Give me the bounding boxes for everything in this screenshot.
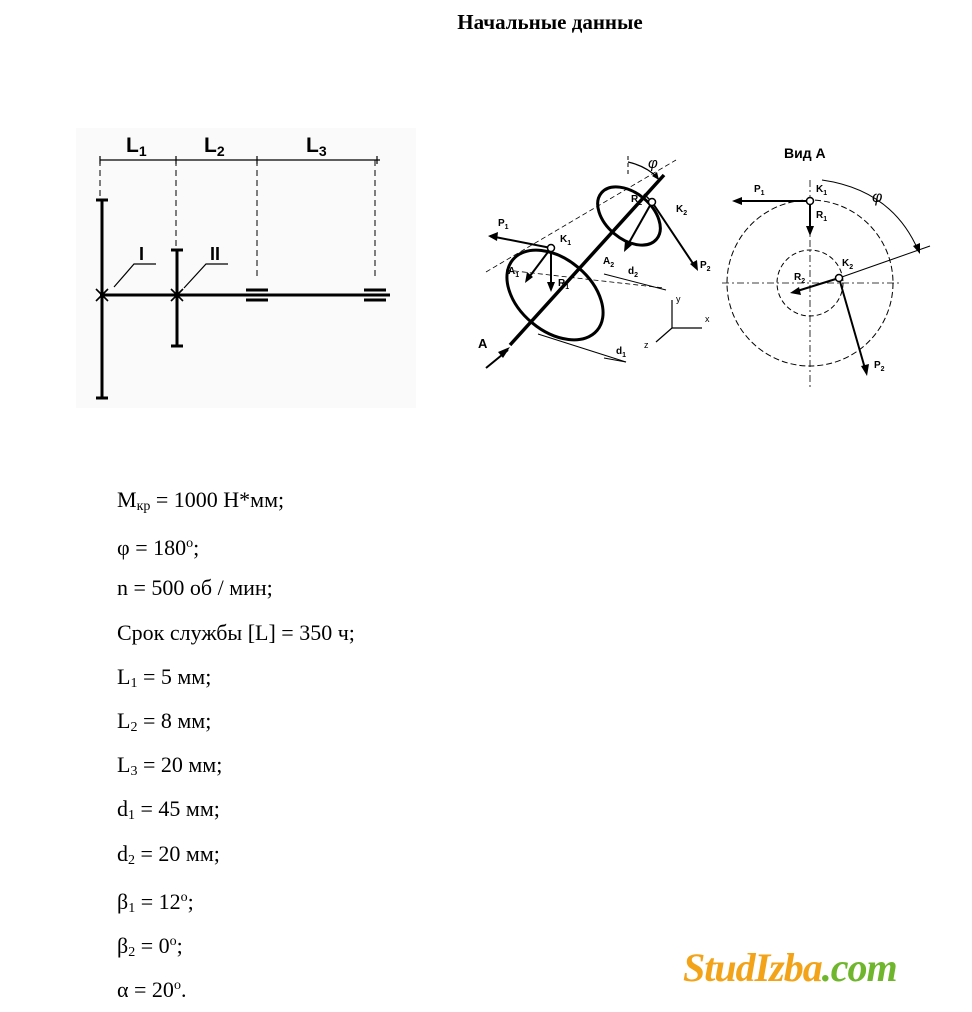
view-label-r2: R (794, 272, 802, 283)
view-label-k2: K (842, 258, 850, 269)
view-force-p2 (839, 278, 866, 372)
axis-z (656, 328, 672, 342)
iso-label-a2: A (603, 256, 611, 267)
svg-text:d2: $d_2$ (628, 266, 639, 279)
iso-label-p1: P (498, 218, 505, 229)
label-gear-1: I (139, 244, 145, 264)
param-beta2: $\beta_2 = 0^o$; (117, 932, 183, 960)
param-alpha: $\alpha = 20^o$. (117, 977, 187, 1003)
iso-label-d2: d (628, 266, 635, 277)
svg-text:P1: $P_1$ (498, 218, 509, 231)
svg-text:P2: $P_2$ (874, 360, 885, 373)
view-label-p1: P (754, 184, 761, 195)
svg-text:K1: $K_1$ (560, 234, 572, 247)
view-heading: Вид А (784, 145, 826, 161)
scheme-background (76, 128, 416, 408)
iso-label-k1: K (560, 234, 568, 245)
axis-x-label: x (705, 314, 710, 324)
param-beta1: $\beta_1 = 12^o$; (117, 888, 194, 916)
axis-y-label: y (676, 294, 681, 304)
shaft-scheme (76, 128, 416, 408)
svg-text:L3: L3 (306, 134, 327, 159)
svg-text:L1: L1 (126, 134, 147, 159)
param-l2: $L_2 = 8$ мм; (117, 707, 212, 735)
iso-label-d1: d (616, 346, 623, 357)
param-angle-phi: $\varphi = 180^o$; (117, 535, 200, 561)
param-d1: $d_1 = 45$ мм; (117, 796, 220, 824)
view-label-p2: P (874, 360, 881, 371)
param-l3: $L_3 = 20$ мм; (117, 752, 223, 780)
view-a-diagram (722, 140, 944, 395)
svg-text:R2: $R_2$ (794, 272, 806, 285)
param-torque: $M_{кр} = 1000$ Н*мм; (117, 487, 285, 514)
svg-text:P2: $P_2$ (700, 260, 711, 273)
view-label-r1: R (816, 210, 824, 221)
iso-label-k2: K (676, 204, 684, 215)
svg-text:K2: $K_2$ (842, 258, 854, 271)
label-gear-2: II (210, 244, 221, 264)
svg-text:R2: $R_2$ (631, 194, 643, 207)
svg-text:K2: $K_2$ (676, 204, 688, 217)
svg-text:A1: $A_1$ (508, 266, 520, 279)
view-label-phi: φ (872, 189, 883, 206)
label-l2: L (204, 134, 217, 157)
svg-text:P1: $P_1$ (754, 184, 765, 197)
param-speed: n = 500 об / мин; (117, 575, 273, 601)
param-service-life: Срок службы [L] = 350 ч; (117, 619, 355, 645)
iso-label-a1: A (508, 266, 516, 277)
isometric-force-scheme (476, 150, 716, 380)
svg-text:R1: $R_1$ (558, 278, 570, 291)
svg-text:R1: $R_1$ (816, 210, 828, 223)
svg-text:d1: $d_1$ (616, 346, 627, 359)
label-l1: L (126, 134, 139, 157)
iso-label-p2: P (700, 260, 707, 271)
iso-label-view-a: A (478, 336, 488, 351)
svg-text:A2: $A_2$ (603, 256, 615, 269)
iso-label-r1: R (558, 278, 566, 289)
iso-label-r2: R (631, 194, 639, 205)
iso-force-a2 (626, 202, 652, 248)
svg-text:K1: $K_1$ (816, 184, 828, 197)
param-l1: $L_1 = 5$ мм; (117, 663, 212, 691)
label-l3: L (306, 134, 319, 157)
watermark-logo: StudIzba.com (683, 945, 897, 990)
parameter-list (117, 478, 355, 1008)
iso-label-phi: φ (648, 155, 658, 172)
page-title: Начальные данные (457, 10, 643, 34)
axis-z-label: z (644, 340, 649, 350)
svg-text:L2: L2 (204, 134, 225, 159)
iso-force-p1 (490, 236, 551, 248)
param-d2: $d_2 = 20$ мм; (117, 840, 220, 868)
view-label-k1: K (816, 184, 824, 195)
